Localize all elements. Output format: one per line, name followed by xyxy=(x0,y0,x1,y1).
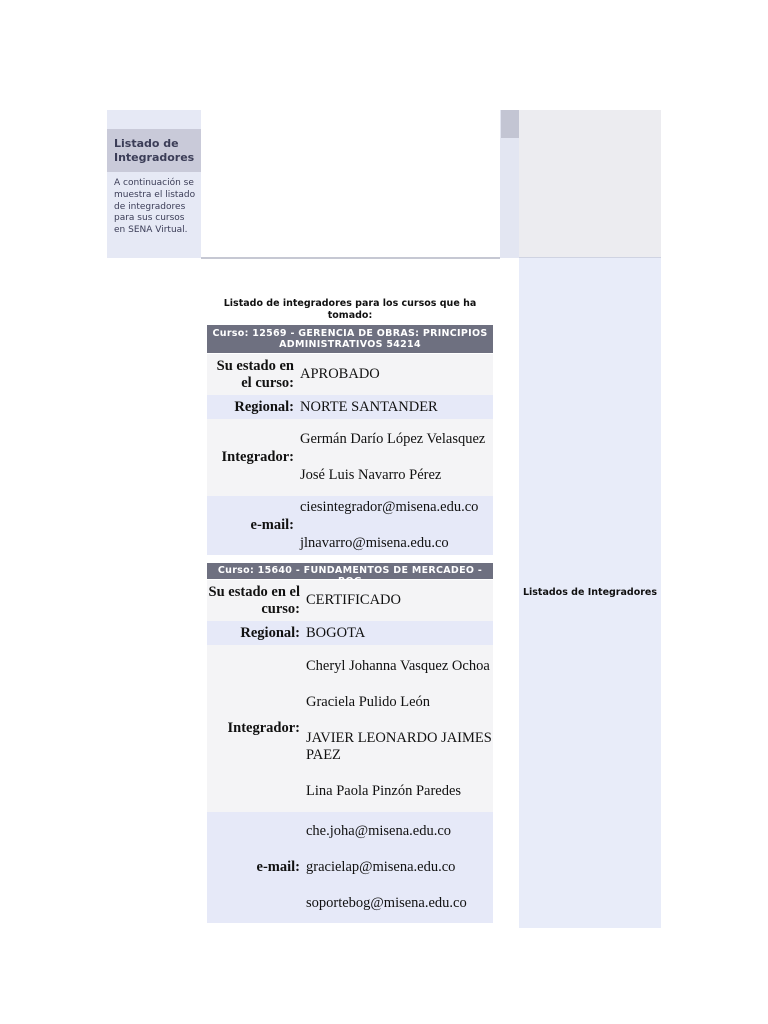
status-value: APROBADO xyxy=(300,366,380,382)
integrador-list xyxy=(297,431,493,484)
email-list xyxy=(303,823,493,912)
integrador-name: José Luis Navarro Pérez xyxy=(300,467,442,483)
integrador-name: Lina Paola Pinzón Paredes xyxy=(306,782,462,799)
status-value: CERTIFICADO xyxy=(306,592,401,608)
sidebar-title: Listado de Integradores xyxy=(107,129,201,172)
regional-label: Regional: xyxy=(240,624,300,641)
integrador-name: JAVIER LEONARDO JAIMES PAEZ xyxy=(306,729,492,763)
scrollbar-thumb[interactable] xyxy=(501,110,519,138)
sidebar-top-strip xyxy=(107,110,201,129)
course-details xyxy=(207,354,493,555)
integrador-list xyxy=(303,658,493,800)
right-top-panel xyxy=(519,110,661,257)
email-label: e-mail: xyxy=(256,859,300,875)
regional-row xyxy=(207,395,493,419)
email-row xyxy=(207,496,493,555)
course-header: Curso: 15640 - FUNDAMENTOS DE MERCADEO - xyxy=(207,563,493,579)
regional-value: NORTE SANTANDER xyxy=(300,398,438,415)
integrador-label: Integrador: xyxy=(221,449,294,465)
integrador-row xyxy=(207,645,493,812)
email-list xyxy=(297,499,493,552)
integrador-label: Integrador: xyxy=(227,720,300,736)
course-header: Curso: 12569 - GERENCIA DE OBRAS: PRINCIPIOS ADMINISTRATIVOS 54214 xyxy=(207,325,493,353)
status-row xyxy=(207,580,493,621)
header-separator xyxy=(201,257,500,259)
integrador-name: Cheryl Johanna Vasquez Ochoa xyxy=(306,657,490,674)
course-details xyxy=(207,580,493,923)
integrador-name: Germán Darío López Velasquez xyxy=(300,431,486,447)
regional-row xyxy=(207,621,493,645)
status-label: Su estado en el curso: xyxy=(208,583,300,617)
status-row xyxy=(207,354,493,395)
email-label: e-mail: xyxy=(250,517,294,533)
page-heading: Listado de integradores para los cursos que ha tomado: xyxy=(223,298,477,321)
sidebar-description: A continuación se muestra el listado de integradores para sus cursos en SENA Virtual. xyxy=(107,172,201,258)
right-panel-label: Listados de Integradores xyxy=(522,587,658,598)
email-address[interactable]: jlnavarro@misena.edu.co xyxy=(300,535,449,551)
integrador-row xyxy=(207,419,493,496)
email-address[interactable]: ciesintegrador@misena.edu.co xyxy=(300,499,479,515)
email-address[interactable]: soportebog@misena.edu.co xyxy=(306,895,467,911)
regional-value: BOGOTA xyxy=(306,624,366,641)
email-address[interactable]: che.joha@misena.edu.co xyxy=(306,823,452,839)
status-label: Su estado en el curso: xyxy=(216,357,294,391)
email-address[interactable]: gracielap@misena.edu.co xyxy=(306,859,456,875)
regional-label: Regional: xyxy=(234,398,294,415)
integrador-name: Graciela Pulido León xyxy=(306,693,431,710)
email-row xyxy=(207,812,493,923)
